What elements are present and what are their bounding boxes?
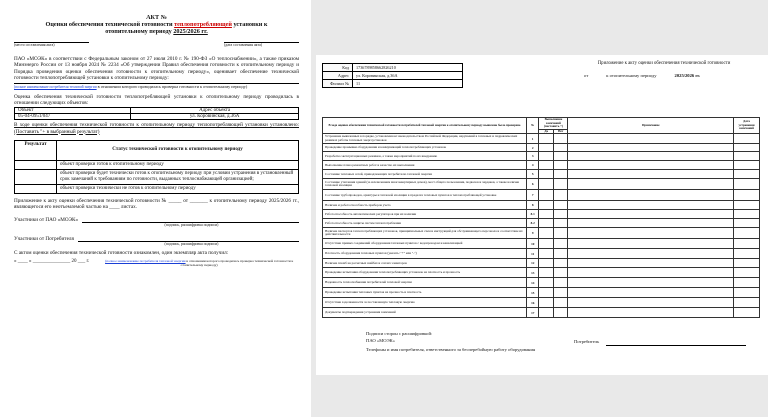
checklist-no-cell[interactable] — [553, 190, 567, 201]
checklist-yes-cell[interactable] — [539, 210, 553, 219]
checklist-row — [323, 278, 760, 288]
checklist-no-cell[interactable] — [553, 219, 567, 228]
checklist-note-cell[interactable] — [568, 288, 734, 298]
result-table: Результат Статус технической готовности к отопительному периоду объект проверки готов к отопительному периоду объект проверки будет технически готов к отопительному периоду при условии устранения в установленный срок замечаний к требованиям по готовности, выданных теплоснабжающей организацией; объект проверки технически не готов к отопительному периоду — [14, 140, 299, 194]
checklist-no-cell[interactable] — [553, 298, 567, 308]
checklist-row — [323, 190, 760, 201]
checklist-note-cell[interactable] — [568, 298, 734, 308]
checklist-date-cell[interactable] — [734, 201, 760, 210]
title-line-1: АКТ № — [146, 14, 167, 21]
checklist-desc: Проведение промывки оборудования и коммуникаций теплопотребляющих установок — [323, 144, 527, 152]
ack-date[interactable]: « ____ » _______________ 20 ___ г. — [14, 258, 90, 264]
checklist-no-cell[interactable] — [553, 152, 567, 161]
code-value: 1736789858662826210 — [353, 64, 463, 72]
checklist-desc: Состояние трубопроводов, арматуры и тепловой изоляции в пределах тепловых пунктов в теплопотребляющей установке — [323, 190, 527, 201]
checklist-yes-cell[interactable] — [539, 161, 553, 170]
checklist-row — [323, 308, 760, 318]
checklist-row — [323, 298, 760, 308]
checklist-no-cell[interactable] — [553, 249, 567, 259]
checklist-row — [323, 210, 760, 219]
checklist-note-cell[interactable] — [568, 210, 734, 219]
intro-note: (полное наименование потребителя тепловой энергии в отношении которого проводилась проверка готовности к отопительному периоду) — [14, 84, 248, 90]
checklist-num: 16 — [527, 298, 539, 308]
checklist-no-cell[interactable] — [553, 288, 567, 298]
checklist-no-cell[interactable] — [553, 268, 567, 278]
appendix-paragraph: Приложение к акту оценки обеспечения технической готовности № _____ от _______ к отопительному периоду 2025/2026 гг., являющегося его неотъемлемой частью на ____ листах. — [14, 197, 299, 211]
checklist-yes-cell[interactable] — [539, 278, 553, 288]
checklist-no-cell[interactable] — [553, 308, 567, 318]
checklist-note-cell[interactable] — [568, 308, 734, 318]
checklist-date-cell[interactable] — [734, 144, 760, 152]
checklist-desc: Проведение испытания оборудования теплопотребляющих установок на плотность и прочность — [323, 268, 527, 278]
checklist-num: 13 — [527, 268, 539, 278]
address-value: ул. Коровинская, д.36А — [353, 72, 463, 80]
checklist-num: 17 — [527, 308, 539, 318]
checklist-row — [323, 239, 760, 249]
checklist-num: 14 — [527, 278, 539, 288]
checklist-row — [323, 179, 760, 190]
checklist-desc: Разработка эксплуатационных режимов, а также мероприятий по их внедрению — [323, 152, 527, 161]
checklist-num: 5 — [527, 170, 539, 179]
checklist-date-cell[interactable] — [734, 179, 760, 190]
checklist-note-cell[interactable] — [568, 219, 734, 228]
footer-signatures: Подписи сторон с расшифровкой: — [366, 331, 433, 336]
checklist-note-cell[interactable] — [568, 152, 734, 161]
checklist-yes-cell[interactable] — [539, 219, 553, 228]
checklist-desc: Устранение выявленных в порядке, установленном законодательством Российской Федерации, нарушений в тепловых и гидравлических режимах работы тепловых энергоустановок — [323, 134, 527, 144]
checklist-date-cell[interactable] — [734, 210, 760, 219]
checklist-row — [323, 161, 760, 170]
checklist-num: 4 — [527, 161, 539, 170]
result-checkbox-1[interactable] — [15, 160, 57, 169]
checklist-date-cell[interactable] — [734, 161, 760, 170]
checklist-num: 6 — [527, 179, 539, 190]
checklist-note-cell[interactable] — [568, 179, 734, 190]
consumer-line[interactable] — [606, 345, 746, 346]
checklist-num: 10 — [527, 239, 539, 249]
checklist-date-cell[interactable] — [734, 134, 760, 144]
place-date-row — [14, 38, 299, 47]
checklist-note-cell[interactable] — [568, 249, 734, 259]
checklist-no-cell[interactable] — [553, 144, 567, 152]
checklist-yes-cell[interactable] — [539, 239, 553, 249]
checklist-yes-cell[interactable] — [539, 201, 553, 210]
checklist-num: 12 — [527, 259, 539, 268]
checklist-note-cell[interactable] — [568, 190, 734, 201]
checklist-table: В ходе оценки обеспечения технической готовности потребителей тепловой энергии к отопительному периоду выявлено было проверено № Выполнение замечаний (поставить +) Примечание Дата устранения замечаний Да Нет Устранение выявленных в порядке, установленном законодательством Российской Федерации, нарушений в тепловых и гидравлических режимах работы тепловых энергоустановок 1 Проведение промывки оборудования и коммуникаций теплопотребляющих установок 2 Разработка эксплуатационных режимов, а также мероприятий по их внедрению 3 Выполнение плана ремонтных работ и качество их выполнения 4 Состояние тепловых сетей, принадлежащих потребителю тепловой энергии 5 Состояние утепления зданий (за исключением многоквартирных домов), мест общего пользования, подвалов и чердаков, а также наличие тепловой изоляции 6 Состояние трубопроводов, арматуры и тепловой изоляции в пределах тепловых пунктов в теплопотребляющей установке 7 Наличие и работоспособность приборов учета 8 Работоспособность автоматических регуляторов при их наличии 8.1 Работоспособность защиты систем теплопотребления 8.2 Наличие паспортов теплопотребляющих установок, принципиальных схем и инструкций для обслуживающего персонала и соответствие их действительности 9 Отсутствие прямых соединений оборудования тепловых пунктов с водопроводом и канализацией 10 Плотность оборудования тепловых пунктов (указать: "+" или "-") 11 Наличие пломб на расчетных шайбах и соплах элеваторов 12 Проведение испытания оборудования теплопотребляющих установок на плотность и прочность 13 Надежность теплоснабжения потребителей тепловой энергии 14 Проведение испытания тепловых пунктов на прочность и плотность 15 Отсутствие задолженности за поставленную тепловую энергию 16 Документы подтверждения устранения замечаний 17 — [322, 117, 760, 318]
title-line-3: отопительному периоду 2025/2026 гг. — [105, 28, 208, 35]
checklist-no-cell[interactable] — [553, 239, 567, 249]
checklist-row — [323, 134, 760, 144]
checklist-note-cell[interactable] — [568, 134, 734, 144]
checklist-desc: Состояние утепления зданий (за исключением многоквартирных домов), мест общего пользования, подвалов и чердаков, а также наличие тепловой изоляции — [323, 179, 527, 190]
checklist-desc: Наличие паспортов теплопотребляющих установок, принципиальных схем и инструкций для обслуживающего персонала и соответствие их действительности — [323, 228, 527, 239]
checklist-note-cell[interactable] — [568, 201, 734, 210]
checklist-yes-cell[interactable] — [539, 268, 553, 278]
checklist-row — [323, 219, 760, 228]
checklist-date-cell[interactable] — [734, 298, 760, 308]
object-info-table: Код 1736789858662826210 Адрес ул. Коровинская, д.36А Филиал № 11 — [322, 63, 463, 88]
checklist-yes-cell[interactable] — [539, 134, 553, 144]
checklist-note-cell[interactable] — [568, 161, 734, 170]
checklist-no-cell[interactable] — [553, 201, 567, 210]
checklist-num: 9 — [527, 228, 539, 239]
checklist-date-cell[interactable] — [734, 268, 760, 278]
checklist-no-cell[interactable] — [553, 170, 567, 179]
checklist-yes-cell[interactable] — [539, 170, 553, 179]
checklist-no-cell[interactable] — [553, 228, 567, 239]
signature-moek: Участники от ПАО «МОЭК» — [14, 217, 299, 223]
checklist-no-cell[interactable] — [553, 161, 567, 170]
checklist-desc: Работоспособность автоматических регуляторов при их наличии — [323, 210, 527, 219]
checklist-desc: Надежность теплоснабжения потребителей тепловой энергии — [323, 278, 527, 288]
checklist-date-cell[interactable] — [734, 288, 760, 298]
checklist-date-cell[interactable] — [734, 170, 760, 179]
checklist-note-cell[interactable] — [568, 259, 734, 268]
checklist-no-cell[interactable] — [553, 210, 567, 219]
checklist-desc: Наличие пломб на расчетных шайбах и соплах элеваторов — [323, 259, 527, 268]
result-checkbox-3[interactable] — [15, 184, 57, 193]
checklist-no-cell[interactable] — [553, 278, 567, 288]
checklist-no-cell[interactable] — [553, 179, 567, 190]
checklist-date-cell[interactable] — [734, 228, 760, 239]
checklist-no-cell[interactable] — [553, 259, 567, 268]
acknowledge-paragraph: С актом оценки обеспечения технической готовности ознакомлен, один экземпляр акта получил: — [14, 250, 229, 257]
act-title — [14, 14, 299, 35]
checklist-num: 1 — [527, 134, 539, 144]
checklist-num: 7 — [527, 190, 539, 201]
result-paragraph: В ходе оценки обеспечения технической готовности к отопительному периоду теплопотребляющей установки установлено: (Поставить "+ в выбранный результат) — [14, 122, 299, 135]
checklist-note-cell[interactable] — [568, 278, 734, 288]
checklist-note-cell[interactable] — [568, 239, 734, 249]
objects-paragraph: Оценка обеспечения технической готовности теплопотребляющей установки к отопительному периоду проводилась в отношении следующих объектов: — [14, 93, 299, 106]
title-line-2: Оценки обеспечения технической готовности теплопотребляющей установки к — [45, 21, 268, 28]
checklist-yes-cell[interactable] — [539, 144, 553, 152]
checklist-row — [323, 201, 760, 210]
checklist-yes-cell[interactable] — [539, 179, 553, 190]
checklist-desc: Выполнение плана ремонтных работ и качество их выполнения — [323, 161, 527, 170]
checklist-desc: Отсутствие прямых соединений оборудования тепловых пунктов с водопроводом и канализацией — [323, 239, 527, 249]
checklist-row — [323, 170, 760, 179]
footer-phones: Телефоны и имя потребителя, ответственного за бесперебойную работу оборудования — [366, 347, 536, 352]
checklist-row — [323, 228, 760, 239]
checklist-note-cell[interactable] — [568, 144, 734, 152]
act-page: АКТ № Оценки обеспечения технической готовности теплопотребляющей установки к отопительному периоду 2025/2026 гг. (место составления акта) (дата составления акта) ПАО «МОЭК» в соответствии с Федеральным законом от 27 июля 2010 г. № 190-ФЗ «О теплоснабжении», а также приказом Минэнерго России от 13 ноября 2024 № 2234 «Об утверждении Правил обеспечения готовности к отопительному периоду и Порядка проведения оценки обеспечения готовности к отопительному периоду», оценивает обеспечение технической готовности теплопотребляющей установки к отопительному периоду: (полное наименование потребителя тепловой энергии в отношении которого проводилась проверка готовности к отопительному периоду) Оценка обеспечения технической готовности теплопотребляющей установки к отопительному периоду проводилась в отношении следующих объектов: Объект Адрес объекта 05-04-0951/047 ул. Коровинская, д.36А В ходе оценки обеспечения технической готовности к отопительному периоду теплопотребляющей установки установлено: (Поставить "+ в выбранный результат) Результат Статус технической готовности к отопительному периоду объект проверки готов к отопительному периоду объект проверки будет технически готов к отопительному периоду при условии устранения в установленный срок замечаний к требованиям по готовности, выданных теплоснабжающей организацией; объект проверки технически не готов к отопительному периоду Приложение к акту оценки обеспечения технической готовности № _____ от _______ к отопительному периоду 2025/2026 гг., являющегося его неотъемлемой частью на ____ листах. Участники от ПАО «МОЭК» (подпись, расшифровка подписи) Участники от Потребителя (подпись, расшифровка подписи) С актом оценки обеспечения технической готовности ознакомлен, один экземпляр акта получил: « ____ » _______________ 20 ___ г. (полное наименование потребителя тепловой энергии в отношении которого проводилась проверка технической готовности к отопительному периоду) — [0, 0, 311, 417]
checklist-num: 8.2 — [527, 219, 539, 228]
object-id: 05-04-0951/047 — [15, 114, 131, 120]
checklist-note-cell[interactable] — [568, 170, 734, 179]
checklist-row — [323, 152, 760, 161]
footer-moek: ПАО «МОЭК» — [366, 338, 395, 343]
checklist-num: 8 — [527, 201, 539, 210]
result-checkbox-2[interactable] — [15, 169, 57, 184]
checklist-yes-cell[interactable] — [539, 308, 553, 318]
branch-value: 11 — [353, 80, 463, 88]
intro-paragraph: ПАО «МОЭК» в соответствии с Федеральным законом от 27 июля 2010 г. № 190-ФЗ «О теплоснабжении», а также приказом Минэнерго России от 13 ноября 2024 № 2234 «Об утверждении Правил обеспечения готовности к отопительному периоду и Порядка проведения оценки обеспечения готовности к отопительному периоду», оценивает обеспечение технической готовности теплопотребляющей установки к отопительному периоду: — [14, 56, 299, 81]
checklist-desc: Наличие и работоспособность приборов учета — [323, 201, 527, 210]
checklist-date-cell[interactable] — [734, 190, 760, 201]
checklist-note-cell[interactable] — [568, 268, 734, 278]
appendix-page — [316, 55, 768, 375]
checklist-num: 11 — [527, 249, 539, 259]
checklist-desc: Отсутствие задолженности за поставленную тепловую энергию — [323, 298, 527, 308]
checklist-date-cell[interactable] — [734, 239, 760, 249]
date-caption: (дата составления акта) — [224, 43, 263, 47]
checklist-yes-cell[interactable] — [539, 228, 553, 239]
checklist-row — [323, 268, 760, 278]
checklist-desc: Работоспособность защиты систем теплопотребления — [323, 219, 527, 228]
object-address: ул. Коровинская, д.36А — [131, 114, 299, 120]
checklist-yes-cell[interactable] — [539, 190, 553, 201]
checklist-desc: Проведение испытания тепловых пунктов на прочность и плотность — [323, 288, 527, 298]
checklist-yes-cell[interactable] — [539, 152, 553, 161]
checklist-date-cell[interactable] — [734, 259, 760, 268]
footer-consumer: Потребитель — [574, 339, 600, 344]
checklist-row — [323, 144, 760, 152]
appendix-title: Приложение к акту оценки обеспечения технической готовности — [597, 61, 731, 66]
checklist-desc: Плотность оборудования тепловых пунктов (указать: "+" или "-") — [323, 249, 527, 259]
checklist-no-cell[interactable] — [553, 134, 567, 144]
place-caption: (место составления акта) — [14, 43, 55, 47]
objects-table: Объект Адрес объекта 05-04-0951/047 ул. Коровинская, д.36А — [14, 107, 299, 120]
checklist-row — [323, 288, 760, 298]
checklist-desc: Документы подтверждения устранения замечаний — [323, 308, 527, 318]
appendix-subtitle: от к отопительному периоду 2025/2026 гг. — [584, 73, 701, 78]
checklist-date-cell[interactable] — [734, 278, 760, 288]
checklist-yes-cell[interactable] — [539, 249, 553, 259]
checklist-note-cell[interactable] — [568, 228, 734, 239]
checklist-row — [323, 249, 760, 259]
checklist-yes-cell[interactable] — [539, 288, 553, 298]
checklist-num: 15 — [527, 288, 539, 298]
checklist-date-cell[interactable] — [734, 249, 760, 259]
checklist-num: 3 — [527, 152, 539, 161]
checklist-row — [323, 259, 760, 268]
checklist-num: 2 — [527, 144, 539, 152]
checklist-date-cell[interactable] — [734, 152, 760, 161]
checklist-yes-cell[interactable] — [539, 259, 553, 268]
checklist-desc: Состояние тепловых сетей, принадлежащих потребителю тепловой энергии — [323, 170, 527, 179]
signature-consumer: Участники от Потребителя — [14, 236, 299, 242]
checklist-date-cell[interactable] — [734, 219, 760, 228]
checklist-date-cell[interactable] — [734, 308, 760, 318]
checklist-yes-cell[interactable] — [539, 298, 553, 308]
checklist-num: 8.1 — [527, 210, 539, 219]
